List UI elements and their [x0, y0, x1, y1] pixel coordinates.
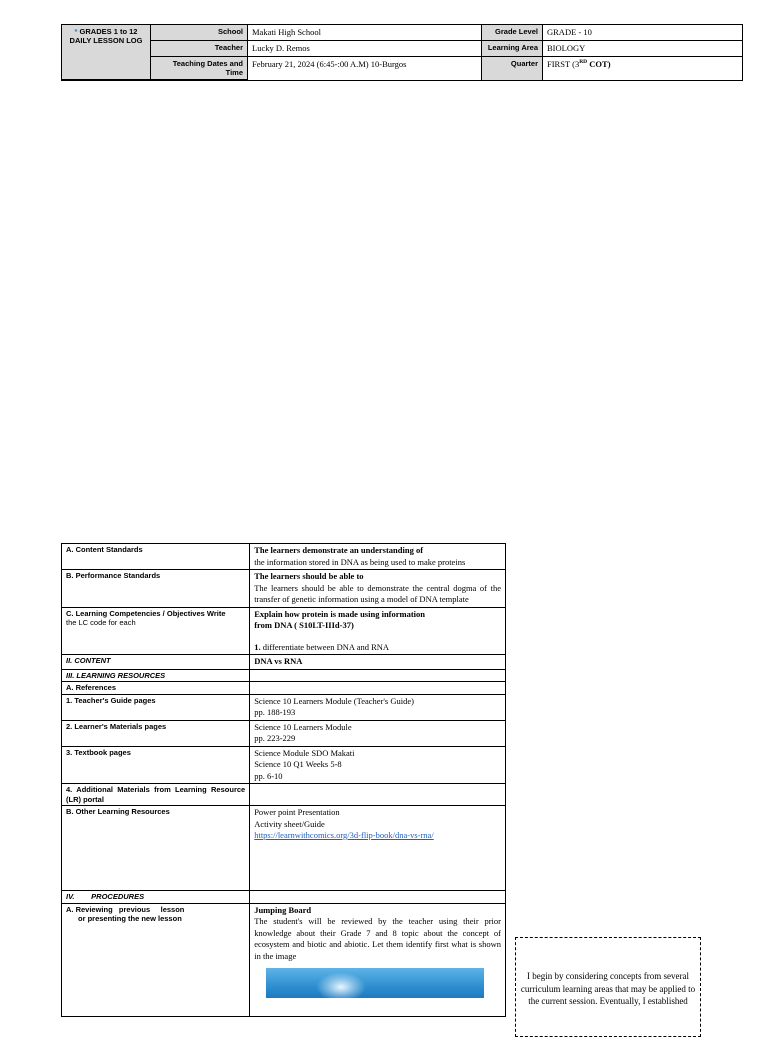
reviewing-lesson-value: Jumping Board The student's will be reviewed by the teacher using their prior knowledge about their Grade 7 and 8 topic about the concept of ecosystem and biotic and abiotic. Let them identify first what is shown in the image	[250, 903, 506, 1016]
learning-competencies-value: Explain how protein is made using information from DNA ( S10LT-IIId-37) 1. differentiate between DNA and RNA	[250, 607, 506, 655]
teachers-guide-value: Science 10 Learners Module (Teacher's Guide) pp. 188-193	[250, 694, 506, 720]
teacher-label: Teacher	[151, 41, 248, 57]
other-resources-value: Power point Presentation Activity sheet/Guide https://learnwithcomics.org/3d-flip-book/dna-vs-rna/	[250, 806, 506, 891]
reflection-note: I begin by considering concepts from several curriculum learning areas that may be applied to the current session. Eventually, I established	[515, 937, 701, 1037]
performance-standards-value: The learners should be able to The learners should be able to demonstrate the central dogma of the transfer of genetic information using a model of DNA template	[250, 570, 506, 608]
table-row	[62, 806, 506, 891]
school-value: Makati High School	[248, 25, 482, 41]
content-standards-label: A. Content Standards	[62, 544, 250, 570]
table-row	[62, 891, 506, 904]
teacher-value: Lucky D. Remos	[248, 41, 482, 57]
asterisk-mark: *	[74, 27, 78, 36]
textbook-label: 3. Textbook pages	[62, 746, 250, 784]
content-standards-value: The learners demonstrate an understanding of the information stored in DNA as being used to make proteins	[250, 544, 506, 570]
table-row	[62, 570, 506, 608]
lesson-log-header-table	[61, 24, 743, 81]
table-row	[62, 746, 506, 784]
dates-label: Teaching Dates and Time	[151, 57, 248, 81]
dates-value: February 21, 2024 (6:45-:00 A.M) 10-Burgos	[248, 57, 482, 81]
reviewing-lesson-label: A. Reviewing previous lesson or presenting the new lesson	[62, 903, 250, 1016]
learners-materials-label: 2. Learner's Materials pages	[62, 720, 250, 746]
quarter-value: FIRST (3RD COT)	[543, 57, 743, 81]
lesson-plan-table	[61, 543, 506, 1017]
additional-materials-label: 4. Additional Materials from Learning Resource (LR) portal	[62, 784, 250, 806]
learning-area-value: BIOLOGY	[543, 41, 743, 57]
table-row	[62, 544, 506, 570]
teachers-guide-label: 1. Teacher's Guide pages	[62, 694, 250, 720]
school-label: School	[151, 25, 248, 41]
content-label: II. CONTENT	[62, 655, 250, 670]
table-row	[62, 607, 506, 655]
textbook-value: Science Module SDO Makati Science 10 Q1 Weeks 5-8 pp. 6-10	[250, 746, 506, 784]
learning-competencies-label: C. Learning Competencies / Objectives Write the LC code for each	[62, 607, 250, 655]
learning-resources-label: III. LEARNING RESOURCES	[62, 669, 250, 682]
table-row	[62, 669, 506, 682]
references-label: A. References	[62, 682, 250, 695]
grade-level-value: GRADE - 10	[543, 25, 743, 41]
table-row	[62, 694, 506, 720]
grade-level-label: Grade Level	[482, 25, 543, 41]
quarter-label: Quarter	[482, 57, 543, 81]
table-row	[62, 655, 506, 670]
title-text: GRADES 1 to 12 DAILY LESSON LOG	[69, 27, 143, 45]
lesson-log-title	[62, 25, 151, 81]
learners-materials-value: Science 10 Learners Module pp. 223-229	[250, 720, 506, 746]
learning-area-label: Learning Area	[482, 41, 543, 57]
procedures-label: IV. PROCEDURES	[62, 891, 250, 904]
table-row	[62, 682, 506, 695]
table-row	[62, 784, 506, 806]
table-row	[62, 903, 506, 1016]
dna-vs-rna-link[interactable]: https://learnwithcomics.org/3d-flip-book/dna-vs-rna/	[254, 830, 434, 840]
content-value: DNA vs RNA	[250, 655, 506, 670]
table-row	[62, 720, 506, 746]
other-resources-label: B. Other Learning Resources	[62, 806, 250, 891]
sky-image	[266, 968, 484, 998]
performance-standards-label: B. Performance Standards	[62, 570, 250, 608]
